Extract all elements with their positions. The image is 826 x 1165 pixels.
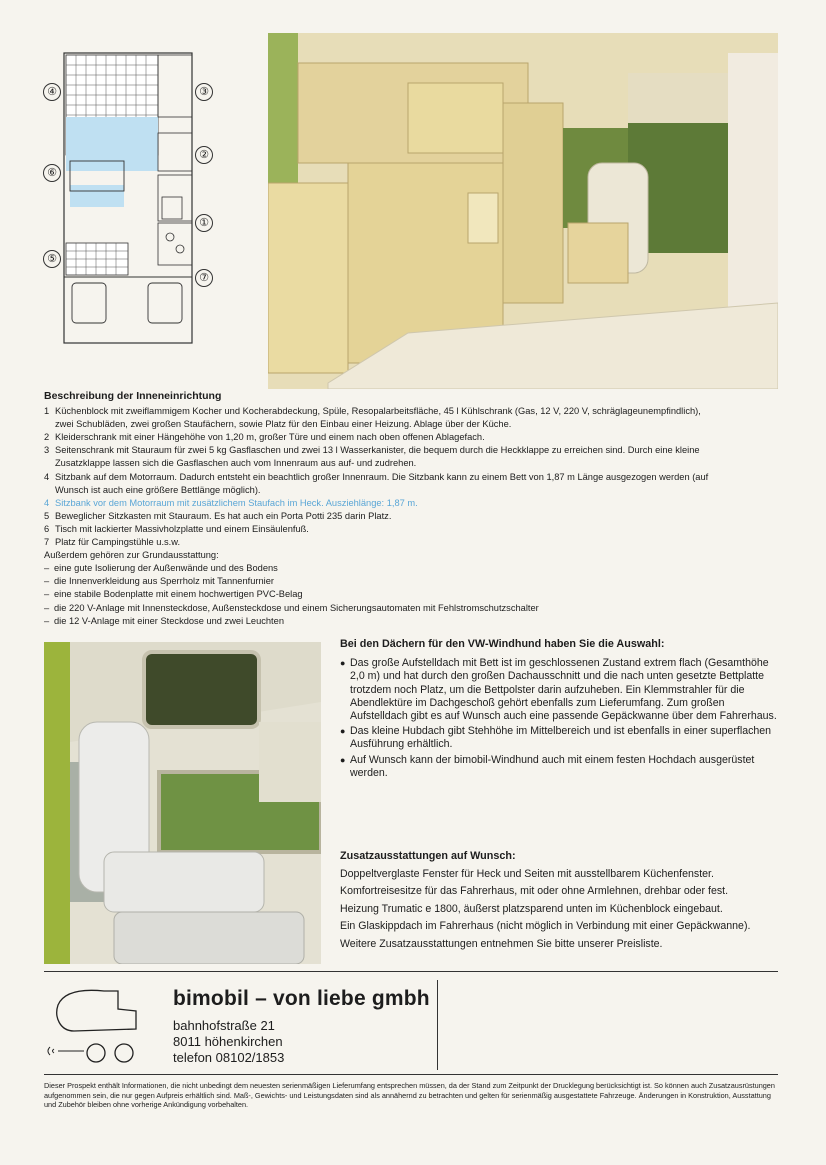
description-item: Zusatzklappe lassen sich die Gasflaschen auch vom Innenraum aus auf- und zudrehen.	[55, 458, 417, 469]
roof-option: ● Auf Wunsch kann der bimobil-Windhund auch mit einem festen Hochdach ausgerüstet werden.	[340, 753, 755, 779]
furnishing-description	[44, 390, 784, 628]
description-item: zwei Schubläden, zwei großen Staufächern, sowie Platz für den Einbau einer Heizung. Ablage über der Küche.	[55, 419, 512, 430]
extras-heading: Zusatzausstattungen auf Wunsch:	[340, 850, 516, 862]
company-city: 8011 höhenkirchen	[173, 1034, 283, 1049]
description-item: 4 Sitzbank auf dem Motorraum. Dadurch entsteht ein beachtlich großer Innenraum. Die Sitzbank kann zu einem Bett von 1,87 m Länge ausgezogen werden (auf	[44, 471, 709, 482]
extras-item: Ein Glaskippdach im Fahrerhaus (nicht möglich in Verbindung mit einer Gepäckwanne).	[340, 920, 751, 932]
roof-options	[340, 638, 780, 782]
company-street: bahnhofstraße 21	[173, 1018, 275, 1033]
plan-label-4: ④	[43, 83, 61, 101]
cab-photo	[44, 642, 321, 964]
basic-equipment-heading: Außerdem gehören zur Grundausstattung:	[44, 550, 219, 561]
company-name: bimobil – von liebe gmbh	[173, 987, 430, 1010]
roof-heading: Bei den Dächern für den VW-Windhund haben Sie die Auswahl:	[340, 638, 665, 650]
divider	[44, 971, 778, 972]
plan-label-2: ②	[195, 146, 213, 164]
plan-label-3: ③	[195, 83, 213, 101]
description-item: 1 Küchenblock mit zweiflammigem Kocher und Kocherabdeckung, Spüle, Resopalarbeitsfläche, 45 l Kühlschrank (Gas, 12 V, 220 V, schräglageunempfindlich),	[44, 406, 701, 417]
description-item: Wunsch ist auch eine größere Bettlänge möglich).	[55, 484, 261, 495]
extras-item: Heizung Trumatic e 1800, äußerst platzsparend unten im Küchenblock eingebaut.	[340, 902, 723, 915]
extras-item: Doppeltverglaste Fenster für Heck und Seiten mit ausstellbarem Küchenfenster.	[340, 867, 714, 880]
description-item: 7 Platz für Campingstühle u.s.w.	[44, 537, 181, 548]
basic-item: – eine stabile Bodenplatte mit einem hochwertigen PVC-Belag	[44, 589, 303, 600]
divider	[44, 1074, 778, 1075]
basic-item: – die Innenverkleidung aus Sperrholz mit Tannenfurnier	[44, 576, 274, 587]
description-heading: Beschreibung der Inneneinrichtung	[44, 390, 222, 402]
basic-item: – eine gute Isolierung der Außenwände und des Bodens	[44, 563, 278, 574]
description-item: 3 Seitenschrank mit Stauraum für zwei 5 kg Gasflaschen und zwei 13 l Wasserkanister, die bequem durch die Heckklappe zu erreichen sind. Durch eine kleine	[44, 445, 700, 456]
interior-photo	[268, 33, 778, 389]
description-item-highlight: 4 Sitzbank vor dem Motorraum mit zusätzlichem Staufach im Heck. Ausziehlänge: 1,87 m.	[44, 497, 418, 508]
plan-label-5: ⑤	[43, 250, 61, 268]
company-logo	[44, 985, 154, 1065]
extras-item: Weitere Zusatzausstattungen entnehmen Sie bitte unserer Preisliste.	[340, 937, 663, 950]
floor-plan	[40, 45, 230, 350]
company-phone: telefon 08102/1853	[173, 1050, 285, 1065]
plan-label-7: ⑦	[195, 269, 213, 287]
description-item: 5 Beweglicher Sitzkasten mit Stauraum. Es hat auch ein Porta Potti 235 darin Platz.	[44, 510, 392, 521]
basic-item: – die 12 V-Anlage mit einer Steckdose und zwei Leuchten	[44, 615, 284, 626]
roof-option: ● Das kleine Hubdach gibt Stehhöhe im Mittelbereich und ist ebenfalls in einer superflachen Ausführung erhältlich.	[340, 725, 772, 751]
company-info	[173, 987, 430, 1066]
optional-extras	[340, 850, 780, 955]
plan-label-1: ①	[195, 214, 213, 232]
extras-item: Komfortreisesitze für das Fahrerhaus, mit oder ohne Armlehnen, drehbar oder fest.	[340, 885, 729, 897]
description-item: 6 Tisch mit lackierter Massivholzplatte und einem Einsäulenfuß.	[44, 523, 309, 534]
plan-label-6: ⑥	[43, 164, 61, 182]
description-item: 2 Kleiderschrank mit einer Hängehöhe von 1,20 m, großer Türe und einem nach oben offenen Ablagefach.	[44, 432, 485, 443]
divider	[437, 980, 438, 1070]
roof-option: ● Das große Aufstelldach mit Bett ist im geschlossenen Zustand extrem flach (Gesamthöhe 2,0 m) und hat durch den großen Dachausschnitt und die nach unten gesetzte Bettplatte trotzdem noch Platz, um die Bettpolster darin aufzuheben. Ein Klemmstrahler für die Abendlektüre im Dachgeschoß gehört ebenfalls zum Lieferumfang. Zum großen Aufstelldach gibt es auf Wunsch auch eine passende Gepäckwanne über dem Fahrerhaus.	[340, 657, 777, 723]
basic-item: – die 220 V-Anlage mit Innensteckdose, Außensteckdose und einem Sicherungsautomaten mit Fehlstromschutzschalter	[44, 602, 539, 613]
disclaimer: Dieser Prospekt enthält Informationen, die nicht unbedingt dem neuesten serienmäßigen Lieferumfang entsprechen müssen, da der Stand zum Zeitpunkt der Drucklegung berücksichtigt ist. So können auch Zusatzausrüstungen aufgenommen sein, die nur gegen Aufpreis erhältlich sind. Maß-, Gewichts- und Leistungsdaten sind als annähernd zu betrachten und gelten für serienmäßig ausgestattete Fahrzeuge. Änderungen in Konstruktion, Ausstattung und Zubehör bleiben ohne vorherige Ankündigung vorbehalten.	[44, 1081, 775, 1110]
